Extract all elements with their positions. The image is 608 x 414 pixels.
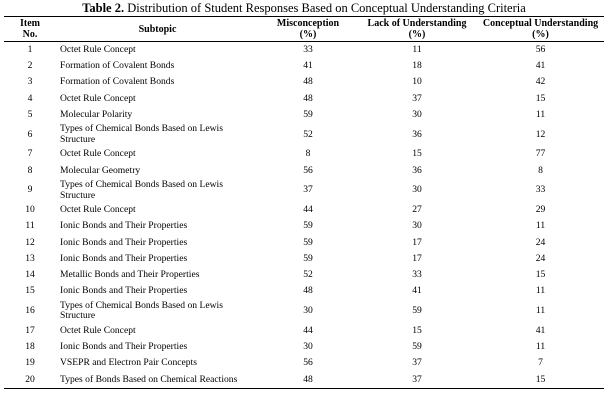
cell-misconception: 56: [303, 357, 313, 369]
table-row: [4, 58, 604, 74]
cell-item-no: 18: [25, 341, 35, 353]
cell-lack-of-understanding: 37: [357, 372, 477, 389]
cell-misconception: 48: [303, 92, 313, 104]
cell-subtopic: Octet Rule Concept: [60, 43, 136, 55]
cell-lack-of-understanding: 30: [412, 184, 422, 196]
cell-misconception: 48: [303, 76, 313, 88]
header-misconception-line2: (%): [299, 29, 317, 40]
cell-misconception: 33: [303, 43, 313, 55]
cell-conceptual-understanding: 8: [538, 164, 543, 176]
cell-subtopic: Types of Bonds Based on Chemical Reactions: [56, 372, 259, 389]
cell-subtopic: Types of Chemical Bonds Based on Lewis Structure: [60, 299, 223, 322]
table-row: [4, 163, 604, 179]
cell-conceptual-understanding: 24: [535, 236, 546, 248]
cell-item-no: 7: [27, 148, 33, 160]
cell-misconception: 52: [303, 128, 313, 140]
cell-lack-of-understanding: 37: [412, 357, 422, 369]
cell-misconception: 44: [303, 203, 313, 215]
table-row: [4, 300, 604, 323]
cell-misconception: 59: [303, 252, 313, 264]
cell-misconception: 52: [303, 269, 313, 281]
cell-subtopic: Molecular Geometry: [60, 164, 141, 176]
cell-subtopic: Octet Rule Concept: [60, 203, 136, 215]
cell-lack-of-understanding: 15: [412, 148, 422, 160]
table-row: [4, 146, 604, 162]
cell-conceptual-understanding: 11: [535, 109, 546, 121]
cell-item-no: 20: [4, 372, 56, 389]
header-lack-line1: Lack of Understanding: [367, 18, 467, 29]
cell-misconception: 48: [303, 285, 313, 297]
cell-misconception: 59: [303, 236, 313, 248]
header-lack-line2: (%): [408, 29, 426, 40]
cell-conceptual-understanding: 12: [535, 128, 546, 140]
cell-subtopic: Octet Rule Concept: [60, 92, 136, 104]
cell-subtopic: Formation of Covalent Bonds: [60, 76, 175, 88]
header-conceptual-line1: Conceptual Understanding: [482, 18, 599, 29]
table-row: [4, 372, 604, 389]
cell-misconception: 37: [303, 184, 313, 196]
header-misconception-line1: Misconception: [276, 18, 340, 29]
header-misconception: [259, 17, 357, 42]
table-header: [4, 17, 604, 42]
cell-lack-of-understanding: 59: [412, 341, 422, 353]
cell-conceptual-understanding: 42: [535, 76, 546, 88]
cell-conceptual-understanding: 41: [535, 324, 546, 336]
cell-subtopic: Ionic Bonds and Their Properties: [60, 236, 188, 248]
cell-item-no: 9: [27, 184, 33, 196]
cell-misconception: 8: [305, 148, 311, 160]
cell-subtopic: Types of Chemical Bonds Based on Lewis Structure: [60, 179, 223, 201]
cell-conceptual-understanding: 11: [535, 220, 546, 232]
table-row: [4, 75, 604, 91]
cell-conceptual-understanding: 77: [535, 148, 546, 160]
table-row: [4, 235, 604, 251]
cell-conceptual-understanding: 41: [535, 60, 546, 72]
cell-lack-of-understanding: 15: [412, 324, 422, 336]
cell-item-no: 1: [27, 43, 33, 55]
header-row: [4, 17, 604, 42]
cell-subtopic: Octet Rule Concept: [60, 324, 136, 336]
cell-misconception: 59: [303, 220, 313, 232]
cell-subtopic: Ionic Bonds and Their Properties: [60, 285, 188, 297]
cell-misconception: 59: [303, 109, 313, 121]
cell-item-no: 13: [25, 252, 35, 264]
header-subtopic: Subtopic: [56, 17, 259, 42]
cell-subtopic: Ionic Bonds and Their Properties: [60, 341, 188, 353]
cell-lack-of-understanding: 41: [412, 285, 422, 297]
table-row: [4, 179, 604, 202]
cell-item-no: 5: [27, 109, 33, 121]
cell-item-no: 8: [27, 164, 33, 176]
cell-conceptual-understanding: 15: [477, 372, 604, 389]
cell-conceptual-understanding: 15: [535, 92, 546, 104]
cell-misconception: 48: [259, 372, 357, 389]
response-distribution-table: [4, 16, 604, 389]
cell-item-no: 15: [25, 285, 35, 297]
table-row: [4, 284, 604, 300]
table-row: [4, 91, 604, 107]
cell-item-no: 2: [27, 60, 33, 72]
cell-lack-of-understanding: 59: [412, 305, 422, 317]
cell-item-no: 14: [25, 269, 35, 281]
cell-item-no: 17: [25, 324, 35, 336]
cell-subtopic: VSEPR and Electron Pair Concepts: [60, 357, 197, 369]
table-row: [4, 251, 604, 267]
cell-misconception: 41: [303, 60, 313, 72]
cell-item-no: 16: [25, 305, 35, 317]
cell-conceptual-understanding: 15: [535, 269, 546, 281]
cell-lack-of-understanding: 37: [412, 92, 422, 104]
cell-item-no: 11: [25, 220, 35, 232]
cell-lack-of-understanding: 30: [412, 220, 422, 232]
cell-lack-of-understanding: 10: [412, 76, 422, 88]
cell-item-no: 19: [25, 357, 35, 369]
cell-subtopic: Metallic Bonds and Their Properties: [60, 269, 200, 281]
cell-lack-of-understanding: 36: [412, 164, 422, 176]
table-row: [4, 42, 604, 59]
table-row: [4, 202, 604, 218]
cell-misconception: 30: [303, 305, 313, 317]
cell-lack-of-understanding: 30: [412, 109, 422, 121]
table-row: [4, 339, 604, 355]
header-item-no: [4, 17, 56, 42]
cell-lack-of-understanding: 18: [412, 60, 422, 72]
cell-lack-of-understanding: 17: [412, 252, 422, 264]
table-row: [4, 218, 604, 234]
table-row: [4, 107, 604, 123]
cell-lack-of-understanding: 17: [412, 236, 422, 248]
table-body: [4, 42, 604, 389]
header-item-line2: No.: [22, 29, 38, 40]
cell-subtopic: Ionic Bonds and Their Properties: [60, 220, 188, 232]
cell-conceptual-understanding: 24: [535, 252, 546, 264]
cell-lack-of-understanding: 11: [412, 43, 422, 55]
cell-conceptual-understanding: 56: [535, 43, 546, 55]
cell-item-no: 10: [25, 203, 35, 215]
cell-conceptual-understanding: 11: [535, 341, 546, 353]
header-conceptual-understanding: [477, 17, 604, 42]
cell-conceptual-understanding: 11: [535, 305, 546, 317]
table-row: [4, 267, 604, 283]
cell-item-no: 3: [27, 76, 33, 88]
table-caption: [0, 0, 608, 16]
cell-misconception: 56: [303, 164, 313, 176]
header-conceptual-line2: (%): [532, 29, 549, 40]
table-row: [4, 323, 604, 339]
table-caption-text: Distribution of Student Responses Based on Conceptual Understanding Criteria: [124, 1, 526, 15]
cell-subtopic: Formation of Covalent Bonds: [60, 60, 175, 72]
cell-subtopic: Ionic Bonds and Their Properties: [60, 252, 188, 264]
cell-subtopic: Octet Rule Concept: [60, 148, 136, 160]
cell-subtopic: Molecular Polarity: [60, 109, 133, 121]
cell-item-no: 12: [25, 236, 35, 248]
table-row: [4, 123, 604, 146]
cell-item-no: 6: [27, 128, 33, 140]
cell-item-no: 4: [27, 92, 33, 104]
cell-conceptual-understanding: 7: [538, 357, 543, 369]
cell-conceptual-understanding: 33: [535, 184, 546, 196]
cell-misconception: 30: [303, 341, 313, 353]
table-row: [4, 355, 604, 371]
cell-lack-of-understanding: 33: [412, 269, 422, 281]
table-caption-label: Table 2.: [82, 1, 125, 15]
cell-misconception: 44: [303, 324, 313, 336]
cell-lack-of-understanding: 27: [412, 203, 422, 215]
cell-conceptual-understanding: 11: [535, 285, 546, 297]
header-lack-of-understanding: [357, 17, 477, 42]
cell-conceptual-understanding: 29: [535, 203, 546, 215]
cell-subtopic: Types of Chemical Bonds Based on Lewis Structure: [60, 123, 223, 145]
header-item-line1: Item: [20, 18, 40, 29]
cell-lack-of-understanding: 36: [412, 128, 422, 140]
